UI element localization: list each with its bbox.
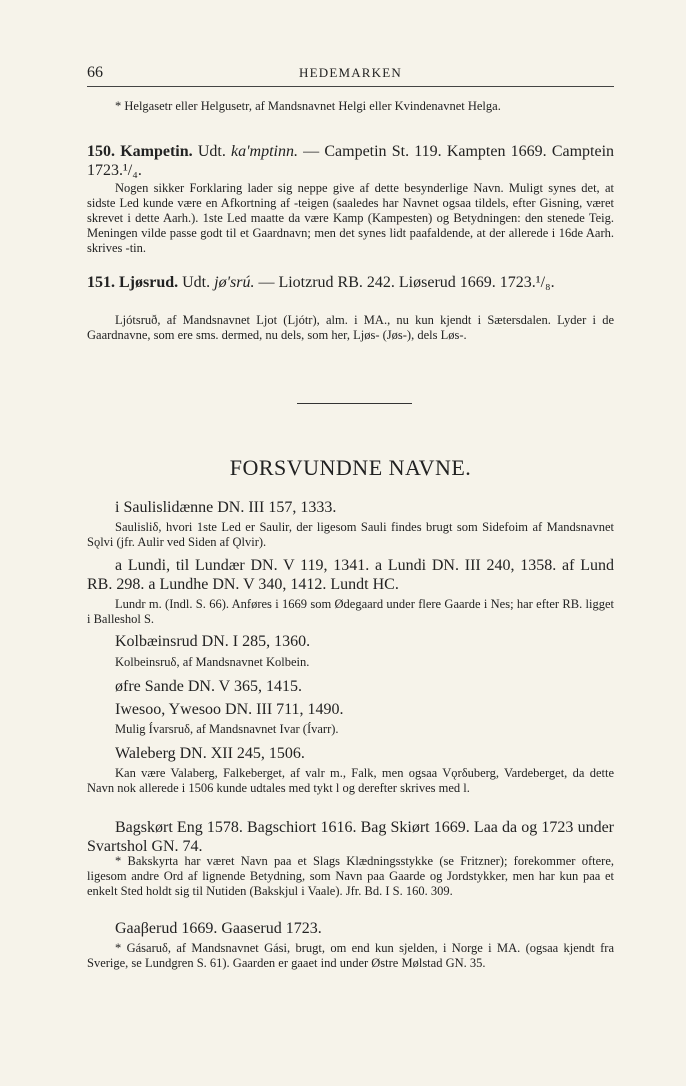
helgasetr-note: * Helgasetr eller Helgusetr, af Mandsnavnet Helgi eller Kvindenavnet Helga.: [115, 99, 501, 113]
page-number: 66: [87, 64, 103, 81]
vanished-note: Lundr m. (Indl. S. 66). Anføres i 1669 som Ødegaard under flere Gaarde i Nes; har efter RB. ligget i Balleshol S.: [87, 597, 614, 626]
vanished-name: Waleberg DN. XII 245, 1506.: [115, 745, 305, 762]
udt-label: Udt.: [197, 143, 226, 160]
vanished-note: Kolbeinsruδ, af Mandsnavnet Kolbein.: [115, 655, 310, 669]
entry-number: 151.: [87, 274, 115, 291]
entry-151: [87, 273, 614, 292]
farm-name: Ljøsrud.: [119, 274, 179, 291]
vanished-note: Saulisliδ, hvori 1ste Led er Saulir, der ligesom Sauli findes brugt som Sidefoim af Mandsnavnet Sǫlvi (jfr. Aulir ved Siden af Ǫlvir).: [87, 520, 614, 549]
vanished-name: i Saulislidænne DN. III 157, 1333.: [115, 499, 337, 516]
vanished-name: Gaaβerud 1669. Gaaserud 1723.: [115, 920, 322, 937]
entry-number: 150.: [87, 143, 115, 160]
vanished-name: a Lundi, til Lundær DN. V 119, 1341. a Lundi DN. III 240, 1358. af Lund RB. 298. a Lundhe DN. V 340, 1412. Lundt HC.: [87, 557, 614, 593]
entry-150-note: Nogen sikker Forklaring lader sig neppe give af dette besynderlige Navn. Muligt synes det, at sidste Led kunde være en Afkortning af -teigen (saaledes har Navnet ogsaa tildels, efter Gisning, været skrevet i dette Aarh.). 1ste Led maatte da være Kamp (Kampesten) og Betydningen: den stenede Teig. Meningen vilde passe godt til et Gaardnavn; men det synes lidt paafaldende, at der allerede i 16de Aarh. skrives -tin.: [87, 181, 614, 255]
vanished-note: * Bakskyrta har været Navn paa et Slags Klædningsstykke (se Fritzner); forekommer oftere, ligesom andre Ord af lignende Betydning, som Navn paa Gaarde og Jordstykker, men har kun paa et enkelt Sted holdt sig til Nutiden (Bakskjul i Vaale). Jfr. Bd. I S. 160. 309.: [87, 854, 614, 898]
pronunciation: ka'mptinn.: [231, 143, 298, 160]
historical-forms: — Liotzrud RB. 242. Liøserud 1669. 1723.¹/₈.: [258, 274, 555, 291]
vanished-name: Kolbæinsrud DN. I 285, 1360.: [115, 633, 311, 650]
historical-forms: — Campetin St. 119. Kampten 1669. Camptein 1723.¹/₄.: [87, 143, 615, 179]
pronunciation: jø'srú.: [214, 274, 255, 291]
entry-151-note: Ljótsruð, af Mandsnavnet Ljot (Ljótr), alm. i MA., nu kun kjendt i Sætersdalen. Lyder i de Gaardnavne, som ere sms. dermed, nu dels, som her, Ljøs- (Jøs-), dels Løs-.: [87, 313, 614, 342]
section-separator: [297, 403, 412, 404]
header-rule: [87, 86, 614, 87]
page-header: [87, 64, 614, 84]
vanished-name: Bagskørt Eng 1578. Bagschiort 1616. Bag Skiørt 1669. Laa da og 1723 under Svartshol GN. 74.: [87, 819, 614, 855]
vanished-note: Mulig Ívarsruδ, af Mandsnavnet Ivar (Ívarr).: [115, 722, 339, 736]
udt-label: Udt.: [182, 274, 211, 291]
vanished-name: Iwesoo, Ywesoo DN. III 711, 1490.: [115, 701, 344, 718]
running-head: HEDEMARKEN: [299, 65, 402, 80]
vanished-note: Kan være Valaberg, Falkeberget, af valr m., Falk, men ogsaa Vǫrδuberg, Vardeberget, da dette Navn nok allerede i 1506 kunde udtales med tykt l og derefter skrives med l.: [87, 766, 614, 795]
section-title: FORSVUNDNE NAVNE.: [229, 455, 472, 480]
vanished-name: øfre Sande DN. V 365, 1415.: [115, 678, 302, 695]
farm-name: Kampetin.: [120, 143, 193, 160]
entry-150: [87, 142, 614, 180]
vanished-note: * Gásaruδ, af Mandsnavnet Gási, brugt, om end kun sjelden, i Norge i MA. (ogsaa kjendt fra Sverige, se Lundgren S. 61). Gaarden er gaaet ind under Østre Mølstad GN. 35.: [87, 941, 614, 970]
